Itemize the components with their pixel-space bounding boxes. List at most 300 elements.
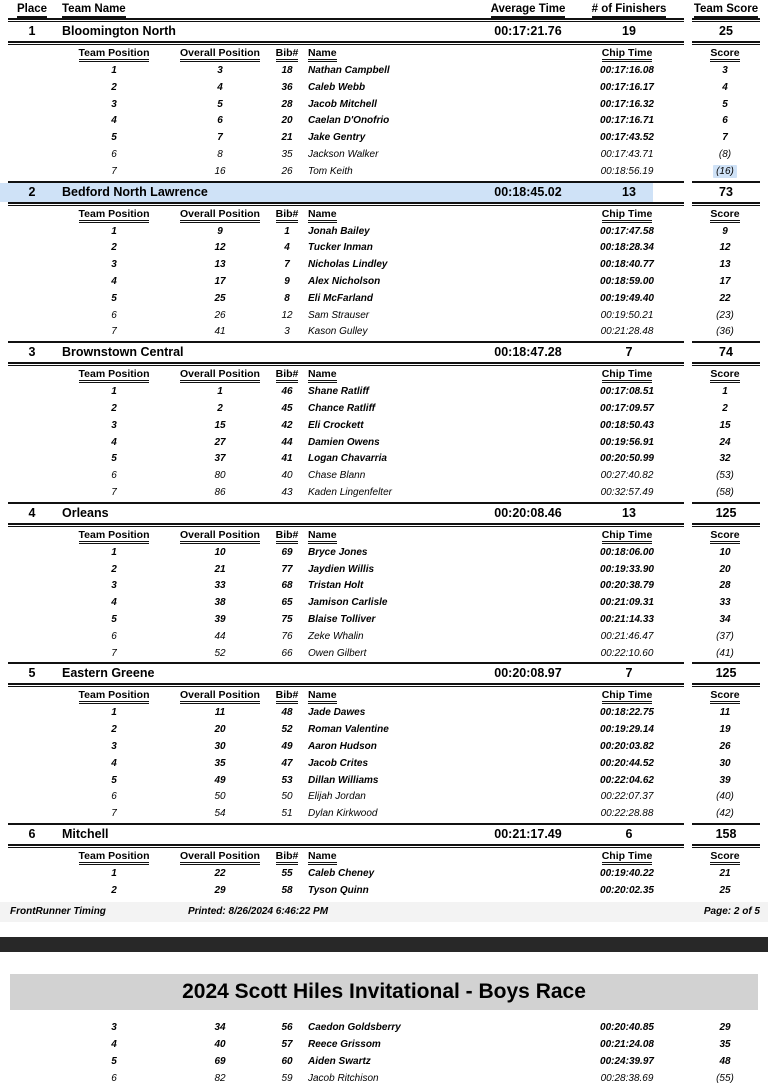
subcol-overall-position-cell (168, 208, 272, 223)
runner-row (0, 629, 768, 646)
runner-team-position: 5 (111, 453, 117, 465)
team-rule (0, 41, 768, 45)
runner-row (0, 435, 768, 452)
runner-score-cell (690, 756, 760, 773)
subcol-name-cell (302, 208, 572, 223)
col-average-time: Average Time (491, 3, 566, 18)
subcol-name: Name (308, 690, 337, 704)
runner-score-cell (690, 595, 760, 612)
team-finishers-count: 19 (622, 24, 636, 38)
runner-overall-position: 86 (214, 486, 226, 498)
runner-team-position: 1 (111, 225, 117, 237)
runner-name: Caleb Webb (308, 81, 366, 93)
runner-team-position: 4 (111, 1039, 117, 1051)
runner-name: Zeke Whalin (308, 630, 364, 642)
runner-row (0, 97, 768, 114)
subcol-overall-position: Overall Position (180, 530, 260, 544)
runner-chip-time: 00:17:09.57 (600, 402, 654, 414)
runner-overall-position: 22 (214, 867, 226, 879)
runner-score-cell (690, 1036, 760, 1053)
runner-bib: 47 (281, 757, 293, 769)
runner-score-cell (690, 274, 760, 291)
runner-subheader-row (0, 206, 768, 224)
runner-row (0, 240, 768, 257)
team-place: 6 (28, 826, 36, 841)
runner-row (0, 789, 768, 806)
runner-bib: 20 (281, 115, 293, 127)
runner-row (0, 646, 768, 663)
subcol-name: Name (308, 369, 337, 383)
subcol-name-cell (302, 368, 572, 383)
subcol-score-cell (690, 47, 760, 62)
runner-score: 30 (719, 757, 731, 769)
team-row (0, 343, 768, 362)
runner-row (0, 806, 768, 823)
subcol-bib-cell (272, 208, 302, 223)
runner-name: Tristan Holt (308, 580, 364, 592)
runner-score-cell (690, 705, 760, 722)
runner-score-cell (690, 80, 760, 97)
runner-chip-time: 00:19:56.91 (600, 436, 654, 448)
subcol-team-position: Team Position (79, 48, 150, 62)
runner-bib: 4 (284, 242, 290, 254)
runner-overall-position: 80 (214, 470, 226, 482)
runner-name: Caleb Cheney (308, 867, 375, 879)
runner-score: 26 (719, 740, 731, 752)
runner-chip-time: 00:17:08.51 (600, 386, 654, 398)
runner-score-cell (690, 324, 760, 341)
runner-score: (16) (713, 165, 737, 178)
runner-chip-time: 00:22:04.62 (600, 774, 654, 786)
runner-score-cell (690, 164, 760, 181)
runner-name: Elijah Jordan (308, 791, 366, 803)
runner-score: 17 (719, 275, 731, 287)
runner-chip-time: 00:20:02.35 (600, 884, 654, 896)
runner-team-position: 1 (111, 65, 117, 76)
runner-overall-position: 27 (214, 436, 226, 448)
runner-score: 29 (719, 1022, 731, 1034)
runner-overall-position: 30 (214, 740, 226, 752)
runner-overall-position: 26 (214, 309, 226, 321)
runner-bib: 40 (281, 470, 293, 482)
runner-score-cell (690, 291, 760, 308)
runner-subheader-row (0, 687, 768, 705)
teams (0, 22, 768, 899)
runner-row (0, 773, 768, 790)
subcol-chip-time: Chip Time (602, 690, 653, 704)
runner-overall-position: 17 (214, 275, 226, 287)
runner-name: Jade Dawes (308, 707, 366, 719)
runner-score-cell (690, 224, 760, 241)
subcol-score-cell (690, 529, 760, 544)
runner-row (0, 1053, 768, 1070)
runner-subheader-row (0, 45, 768, 63)
runner-name: Nathan Campbell (308, 65, 390, 76)
runner-name: Reece Grissom (308, 1039, 381, 1051)
subcol-bib: Bib# (276, 690, 299, 704)
runner-overall-position: 38 (214, 597, 226, 609)
runner-team-position: 7 (111, 808, 117, 820)
runner-score-cell (690, 147, 760, 164)
runner-score-cell (690, 883, 760, 900)
runner-score-cell (690, 384, 760, 401)
runner-team-position: 7 (111, 165, 117, 177)
col-team-name: Team Name (62, 3, 126, 18)
runner-chip-time: 00:18:40.77 (600, 259, 654, 271)
runner-row (0, 756, 768, 773)
subcol-team-position-cell (60, 689, 168, 704)
runner-chip-time: 00:21:14.33 (600, 613, 654, 625)
runner-score-cell (690, 130, 760, 147)
footer-brand: FrontRunner Timing (10, 906, 106, 918)
runner-row (0, 147, 768, 164)
subcol-team-position: Team Position (79, 851, 150, 865)
subcol-overall-position-cell (168, 850, 272, 865)
runner-bib: 56 (281, 1022, 293, 1034)
runner-row (0, 1036, 768, 1053)
runner-row (0, 291, 768, 308)
col-finishers-cell (574, 3, 684, 18)
team-row (0, 664, 768, 683)
runner-score: 34 (719, 613, 731, 625)
runner-name: Jamison Carlisle (308, 597, 388, 609)
team-rule (0, 523, 768, 527)
runner-score: 6 (722, 115, 728, 127)
runner-score-cell (690, 789, 760, 806)
runner-bib: 18 (281, 65, 293, 76)
subcol-bib: Bib# (276, 48, 299, 62)
runner-bib: 48 (281, 707, 293, 719)
subcol-score-cell (690, 208, 760, 223)
runner-row (0, 418, 768, 435)
runner-chip-time: 00:27:40.82 (600, 470, 654, 482)
subcol-bib: Bib# (276, 530, 299, 544)
runner-rows (0, 224, 768, 342)
runner-name: Shane Ratliff (308, 386, 369, 398)
runner-name: Jacob Mitchell (308, 98, 377, 110)
runner-score: 32 (719, 453, 731, 465)
runner-team-position: 5 (111, 132, 117, 144)
runner-name: Tyson Quinn (308, 884, 369, 896)
subcol-bib: Bib# (276, 851, 299, 865)
runner-row (0, 612, 768, 629)
runner-score: (42) (716, 808, 734, 820)
runner-score: 21 (719, 867, 731, 879)
runner-bib: 35 (281, 148, 293, 160)
runner-bib: 77 (281, 563, 293, 575)
runner-team-position: 1 (111, 546, 117, 558)
runner-overall-position: 82 (214, 1073, 226, 1085)
subcol-score: Score (710, 530, 739, 544)
runner-score: 9 (722, 225, 728, 237)
runner-bib: 53 (281, 774, 293, 786)
team-block (0, 502, 768, 663)
runner-team-position: 7 (111, 486, 117, 498)
runner-overall-position: 4 (217, 81, 223, 93)
runner-team-position: 6 (111, 470, 117, 482)
team-score: 73 (719, 184, 733, 199)
runner-overall-position: 54 (214, 808, 226, 820)
runner-overall-position: 34 (214, 1022, 226, 1034)
runner-overall-position: 25 (214, 292, 226, 304)
runner-bib: 76 (281, 630, 293, 642)
continuation-rows (0, 1019, 768, 1085)
runner-score-cell (690, 485, 760, 502)
subcol-name: Name (308, 48, 337, 62)
team-row (0, 22, 768, 41)
runner-name: Nicholas Lindley (308, 259, 388, 271)
runner-score-cell (690, 545, 760, 562)
col-team-score-cell (692, 3, 760, 18)
team-score: 125 (715, 666, 737, 681)
runner-score-cell (690, 418, 760, 435)
runner-score: 5 (722, 98, 728, 110)
runner-row (0, 80, 768, 97)
runner-score: (40) (716, 791, 734, 803)
team-row (0, 183, 768, 202)
runner-score: 4 (722, 81, 728, 93)
runner-team-position: 2 (111, 724, 117, 736)
subcol-score: Score (710, 209, 739, 223)
team-row (0, 825, 768, 844)
subcol-team-position-cell (60, 208, 168, 223)
runner-chip-time: 00:17:16.71 (600, 115, 654, 127)
runner-bib: 66 (281, 647, 293, 659)
subcol-team-position-cell (60, 47, 168, 62)
team-score: 25 (719, 24, 733, 38)
runner-score: (58) (716, 486, 734, 498)
team-name: Orleans (62, 505, 109, 520)
runner-row (0, 722, 768, 739)
subcol-chip-time: Chip Time (602, 530, 653, 544)
runner-name: Alex Nicholson (308, 275, 381, 287)
runner-overall-position: 50 (214, 791, 226, 803)
column-header-row (0, 0, 768, 18)
runner-team-position: 2 (111, 402, 117, 414)
runner-overall-position: 8 (217, 148, 223, 160)
runner-score-cell (690, 435, 760, 452)
team-rule (0, 683, 768, 687)
team-name: Bedford North Lawrence (62, 184, 208, 199)
runner-chip-time: 00:20:03.82 (600, 740, 654, 752)
subcol-score-cell (690, 850, 760, 865)
runner-score: 10 (719, 546, 731, 558)
team-finishers-count: 13 (622, 184, 636, 199)
runner-bib: 50 (281, 791, 293, 803)
runner-name: Caelan D'Onofrio (308, 115, 390, 127)
runner-bib: 43 (281, 486, 293, 498)
runner-chip-time: 00:19:49.40 (600, 292, 654, 304)
runner-score: 25 (719, 884, 731, 896)
team-place: 4 (28, 505, 36, 520)
runner-team-position: 4 (111, 597, 117, 609)
runner-row (0, 866, 768, 883)
team-row (0, 504, 768, 523)
team-name: Eastern Greene (62, 666, 155, 681)
runner-score-cell (690, 562, 760, 579)
runner-bib: 52 (281, 724, 293, 736)
runner-score-cell (690, 1019, 760, 1036)
subcol-overall-position-cell (168, 529, 272, 544)
runner-team-position: 6 (111, 309, 117, 321)
runner-score-cell (690, 1070, 760, 1085)
runner-score: (8) (718, 148, 732, 160)
runner-chip-time: 00:18:50.43 (600, 419, 654, 431)
runner-score-cell (690, 629, 760, 646)
runner-score: 28 (719, 580, 731, 592)
runner-chip-time: 00:20:44.52 (600, 757, 654, 769)
runner-score: (55) (716, 1073, 734, 1085)
subcol-bib-cell (272, 689, 302, 704)
runner-overall-position: 13 (214, 259, 226, 271)
footer-printed: Printed: 8/26/2024 6:46:22 PM (187, 906, 329, 918)
runner-score: 48 (719, 1056, 731, 1068)
runner-bib: 55 (281, 867, 293, 879)
runner-name: Jonah Bailey (308, 225, 370, 237)
runner-chip-time: 00:19:40.22 (600, 867, 654, 879)
runner-chip-time: 00:17:47.58 (600, 225, 654, 237)
runner-bib: 41 (281, 453, 293, 465)
runner-score: 7 (722, 132, 728, 144)
runner-score-cell (690, 806, 760, 823)
runner-bib: 65 (281, 597, 293, 609)
runner-score-cell (690, 1053, 760, 1070)
runner-name: Damien Owens (308, 436, 380, 448)
team-name: Brownstown Central (62, 345, 184, 360)
runner-bib: 44 (281, 436, 293, 448)
runner-name: Aiden Swartz (308, 1056, 371, 1068)
runner-chip-time: 00:19:50.21 (600, 309, 654, 321)
runner-name: Chance Ratliff (308, 402, 376, 414)
subcol-bib: Bib# (276, 209, 299, 223)
runner-bib: 21 (281, 132, 293, 144)
runner-row (0, 130, 768, 147)
runner-overall-position: 33 (214, 580, 226, 592)
runner-bib: 49 (281, 740, 293, 752)
runner-team-position: 4 (111, 757, 117, 769)
runner-chip-time: 00:18:59.00 (600, 275, 654, 287)
runner-score-cell (690, 773, 760, 790)
runner-chip-time: 00:17:16.08 (600, 65, 654, 76)
subcol-chip-time: Chip Time (602, 209, 653, 223)
subcol-chip-time-cell (572, 689, 682, 704)
runner-score: 13 (719, 259, 731, 271)
runner-chip-time: 00:22:10.60 (600, 647, 654, 659)
runner-overall-position: 9 (217, 225, 223, 237)
subcol-chip-time-cell (572, 850, 682, 865)
team-place: 5 (28, 666, 36, 681)
team-finishers-count: 7 (625, 666, 633, 681)
runner-chip-time: 00:22:28.88 (600, 808, 654, 820)
runner-score-cell (690, 63, 760, 80)
runner-row (0, 308, 768, 325)
runner-bib: 1 (284, 225, 290, 237)
runner-chip-time: 00:20:40.85 (600, 1022, 654, 1034)
subcol-score: Score (710, 48, 739, 62)
runner-chip-time: 00:19:33.90 (600, 563, 654, 575)
runner-score: 2 (722, 402, 728, 414)
subcol-score: Score (710, 690, 739, 704)
runner-bib: 9 (284, 275, 290, 287)
runner-score: 15 (719, 419, 731, 431)
runner-score: 20 (719, 563, 731, 575)
runner-team-position: 6 (111, 148, 117, 160)
runner-name: Jacob Crites (308, 757, 369, 769)
race-title: 2024 Scott Hiles Invitational - Boys Race (182, 980, 586, 1004)
runner-score-cell (690, 468, 760, 485)
subcol-overall-position: Overall Position (180, 48, 260, 62)
runner-row (0, 705, 768, 722)
runner-team-position: 5 (111, 1056, 117, 1068)
runner-name: Eli Crockett (308, 419, 364, 431)
runner-row (0, 324, 768, 341)
runner-overall-position: 16 (214, 165, 226, 177)
runner-bib: 68 (281, 580, 293, 592)
team-rule (0, 202, 768, 206)
runner-name: Dylan Kirkwood (308, 808, 378, 820)
runner-overall-position: 1 (217, 386, 223, 398)
team-block (0, 181, 768, 342)
runner-name: Jackson Walker (308, 148, 379, 160)
subcol-team-position-cell (60, 368, 168, 383)
runner-team-position: 6 (111, 1073, 117, 1085)
subcol-bib-cell (272, 529, 302, 544)
runner-rows (0, 63, 768, 181)
runner-bib: 7 (284, 259, 290, 271)
runner-team-position: 5 (111, 774, 117, 786)
col-average-time-cell (482, 3, 574, 18)
runner-row (0, 595, 768, 612)
runner-row (0, 257, 768, 274)
runner-overall-position: 12 (214, 242, 226, 254)
team-finishers-count: 13 (622, 505, 636, 520)
runner-score: 39 (719, 774, 731, 786)
runner-bib: 12 (281, 309, 293, 321)
runner-chip-time: 00:20:38.79 (600, 580, 654, 592)
team-finishers-count: 7 (625, 345, 633, 360)
subcol-chip-time-cell (572, 208, 682, 223)
runner-subheader-row (0, 527, 768, 545)
runner-team-position: 1 (111, 867, 117, 879)
runner-score: (36) (716, 326, 734, 338)
runner-score-cell (690, 97, 760, 114)
team-block (0, 662, 768, 823)
runner-score: 24 (719, 436, 731, 448)
runner-chip-time: 00:17:43.71 (600, 148, 654, 160)
subcol-name: Name (308, 851, 337, 865)
runner-overall-position: 40 (214, 1039, 226, 1051)
subcol-chip-time-cell (572, 47, 682, 62)
team-score: 125 (715, 505, 737, 520)
subcol-team-position-cell (60, 850, 168, 865)
runner-team-position: 3 (111, 259, 117, 271)
runner-row (0, 384, 768, 401)
team-block (0, 22, 768, 181)
runner-name: Logan Chavarria (308, 453, 387, 465)
runner-overall-position: 15 (214, 419, 226, 431)
subcol-bib-cell (272, 368, 302, 383)
runner-name: Roman Valentine (308, 724, 389, 736)
subcol-team-position: Team Position (79, 369, 150, 383)
runner-overall-position: 39 (214, 613, 226, 625)
runner-row (0, 485, 768, 502)
team-average-time: 00:20:08.97 (494, 666, 562, 681)
subcol-overall-position-cell (168, 368, 272, 383)
runner-row (0, 883, 768, 900)
runner-overall-position: 35 (214, 757, 226, 769)
runner-team-position: 1 (111, 707, 117, 719)
runner-name: Bryce Jones (308, 546, 368, 558)
